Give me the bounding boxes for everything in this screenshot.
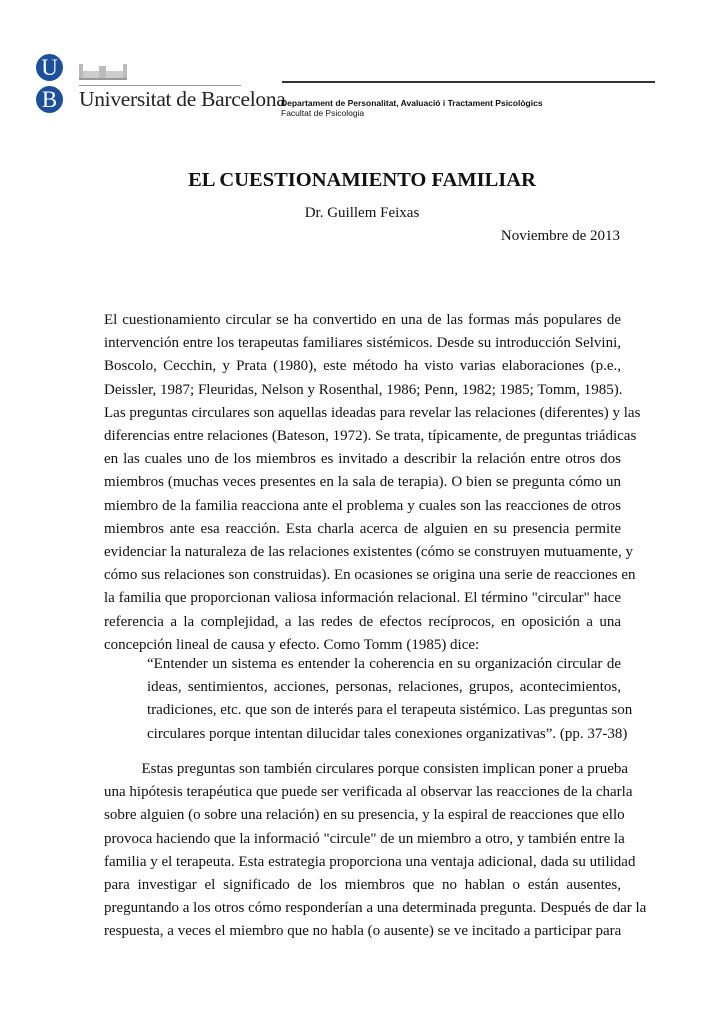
university-name: Universitat de Barcelona bbox=[79, 87, 286, 111]
text-line: tradiciones, etc. que son de interés para el terapeuta sistémico. Las preguntas son bbox=[147, 702, 633, 719]
text-line: “Entender un sistema es entender la coherencia en su organización circular de bbox=[147, 656, 621, 672]
text-line: concepción lineal de causa y efecto. Como Tomm (1985) dice: bbox=[104, 636, 480, 653]
text-line: Boscolo, Cecchin, y Prata (1980), este método ha visto varias elaboraciones (p.e., bbox=[104, 358, 621, 375]
text-line: miembros (muchas veces presentes en la sala de terapia). O bien se pregunta cómo un bbox=[104, 474, 621, 491]
block-quote bbox=[147, 653, 633, 746]
document-title: EL CUESTIONAMIENTO FAMILIAR bbox=[188, 169, 536, 191]
document-author: Dr. Guillem Feixas bbox=[304, 205, 420, 221]
document-date: Noviembre de 2013 bbox=[500, 228, 620, 244]
text-line: Las preguntas circulares son aquellas ideadas para revelar las relaciones (diferentes) y las bbox=[104, 404, 641, 421]
logo-letter-u: U bbox=[36, 54, 63, 81]
department-name: Departament de Personalitat, Avaluació i Tractament Psicològics bbox=[281, 98, 543, 108]
text-line: miembros ante esa reacción. Esta charla acerca de alguien en su presencia permite bbox=[104, 520, 621, 537]
text-line: intervención entre los terapeutas familiares sistémicos. Desde su introducción Selvini, bbox=[104, 335, 621, 352]
header-rule bbox=[282, 81, 655, 83]
text-line: preguntando a los otros cómo responderían a una determinada pregunta. Después de dar la bbox=[104, 900, 647, 917]
text-line: para investigar el significado de los miembros que no hablan o están ausentes, bbox=[104, 877, 621, 894]
text-line: diferencias entre relaciones (Bateson, 1972). Se trata, típicamente, de preguntas triádicas bbox=[104, 428, 637, 445]
text-line: evidenciar la naturaleza de las relaciones existentes (cómo se construyen mutuamente, y bbox=[104, 544, 633, 561]
body-paragraph bbox=[104, 309, 641, 657]
text-line: sobre alguien (o sobre una relación) en su presencia, y la espiral de reacciones que ello bbox=[104, 807, 625, 824]
text-line: la familia que proporcionan valiosa información relacional. El término "circular" hace bbox=[104, 590, 621, 607]
text-line: miembro de la familia reacciona ante el problema y cuales son las reacciones de otros bbox=[104, 497, 621, 514]
text-line: provoca haciendo que la informació "circule" de un miembro a otro, y también entre la bbox=[104, 830, 625, 847]
text-line: cómo sus relaciones son construidas). En ocasiones se origina una serie de reacciones en bbox=[104, 567, 636, 584]
text-line: referencia a la complejidad, a las redes de efectos recíprocos, en oposición a una bbox=[104, 613, 621, 630]
text-line: en las cuales uno de los miembros es invitado a describir la relación entre otros dos bbox=[104, 451, 621, 468]
logo-letter-b: B bbox=[36, 86, 63, 113]
text-line: Estas preguntas son también circulares porque consisten implican poner a prueba bbox=[104, 761, 629, 777]
text-line: El cuestionamiento circular se ha convertido en una de las formas más populares de bbox=[104, 312, 621, 328]
body-paragraph bbox=[104, 758, 647, 944]
text-line: familia y el terapeuta. Esta estrategia proporciona una ventaja adicional, dada su utilidad bbox=[104, 853, 636, 870]
university-logo bbox=[36, 54, 286, 116]
text-line: ideas, sentimientos, acciones, personas, relaciones, grupos, acontecimientos, bbox=[147, 679, 621, 696]
text-line: respuesta, a veces el miembro que no habla (o ausente) se ve incitado a participar para bbox=[104, 923, 622, 940]
logo-divider bbox=[79, 85, 241, 86]
text-line: Deissler, 1987; Fleuridas, Nelson y Rosenthal, 1986; Penn, 1982; 1985; Tomm, 1985). bbox=[104, 381, 623, 398]
building-icon bbox=[79, 62, 127, 80]
text-line: una hipótesis terapéutica que puede ser verificada al observar las reacciones de la charla bbox=[104, 784, 633, 801]
text-line: circulares porque intentan dilucidar tales conexiones organizativas”. (pp. 37-38) bbox=[147, 725, 628, 742]
faculty-name: Facultat de Psicologia bbox=[281, 108, 365, 118]
